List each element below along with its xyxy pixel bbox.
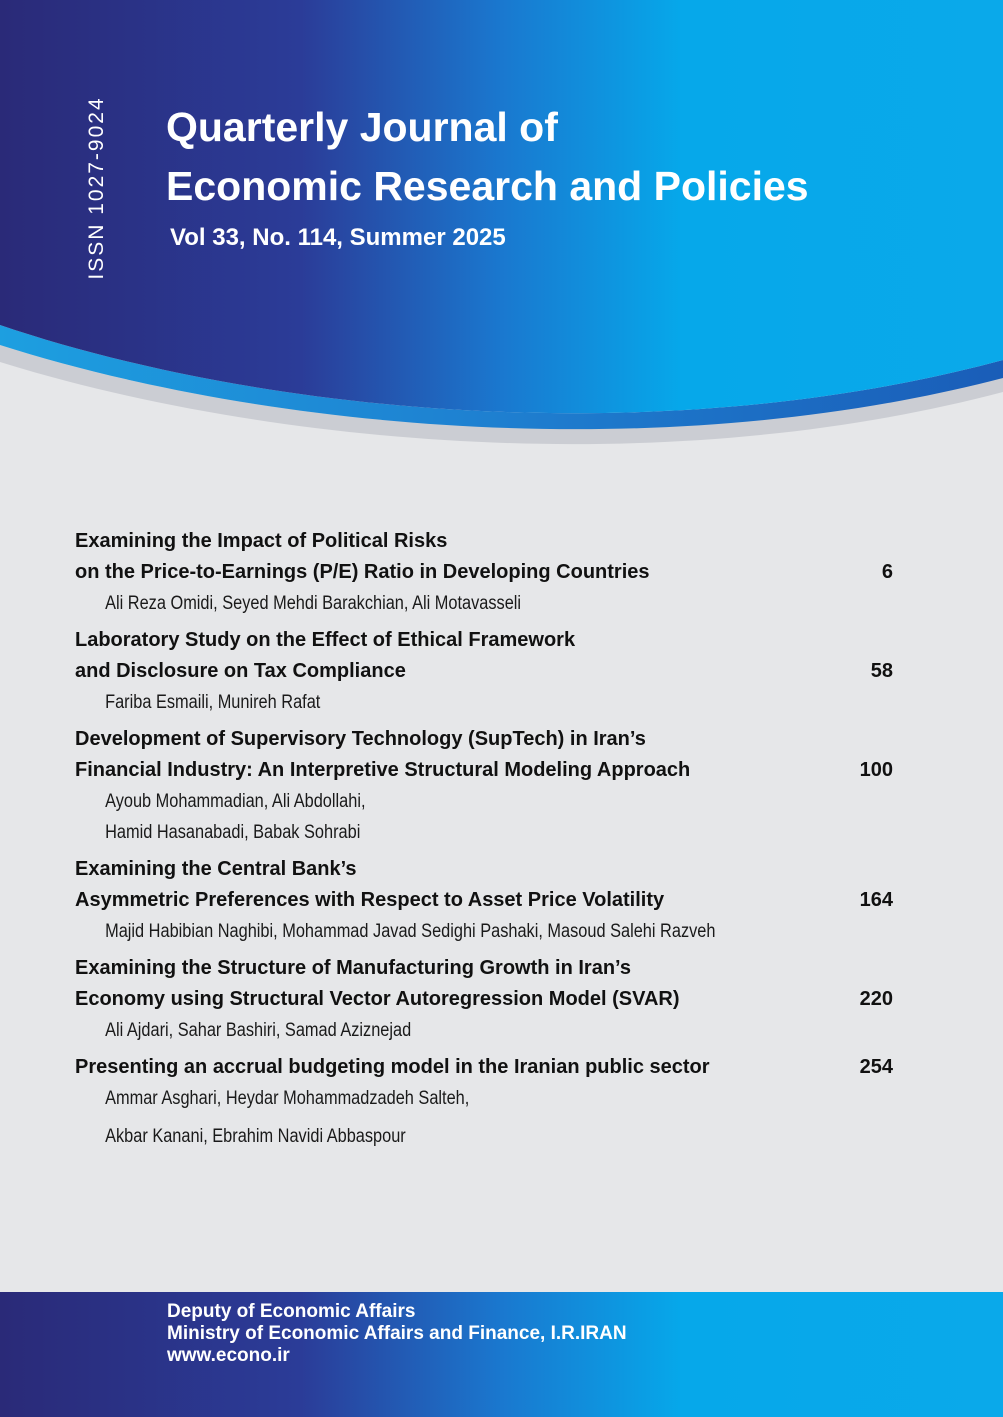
article-title: Examining the Structure of Manufacturing Growth in Iran’s bbox=[75, 957, 631, 979]
publisher-info bbox=[167, 1301, 627, 1367]
article-authors: Ali Ajdari, Sahar Bashiri, Samad Aziznejad bbox=[105, 1020, 412, 1041]
toc-entry bbox=[75, 726, 893, 850]
journal-title-line2: Economic Research and Policies bbox=[166, 163, 809, 209]
toc-entry bbox=[75, 1054, 893, 1154]
article-title: Financial Industry: An Interpretive Structural Modeling Approach bbox=[75, 759, 691, 781]
page-number: 254 bbox=[859, 1056, 893, 1078]
publisher-line1: Deputy of Economic Affairs bbox=[167, 1301, 416, 1322]
article-title: Asymmetric Preferences with Respect to Asset Price Volatility bbox=[75, 889, 665, 911]
journal-title bbox=[166, 98, 809, 216]
article-authors: Ali Reza Omidi, Seyed Mehdi Barakchian, Ali Motavasseli bbox=[105, 593, 522, 614]
article-authors: Hamid Hasanabadi, Babak Sohrabi bbox=[105, 822, 361, 843]
publisher-line2: Ministry of Economic Affairs and Finance, I.R.IRAN bbox=[167, 1323, 627, 1344]
page-number: 220 bbox=[859, 988, 893, 1010]
article-title: on the Price-to-Earnings (P/E) Ratio in Developing Countries bbox=[75, 561, 650, 583]
article-authors: Majid Habibian Naghibi, Mohammad Javad Sedighi Pashaki, Masoud Salehi Razveh bbox=[105, 921, 716, 942]
toc-entry bbox=[75, 528, 893, 621]
table-of-contents bbox=[75, 528, 893, 1154]
publisher-website: www.econo.ir bbox=[167, 1345, 290, 1366]
page-number: 100 bbox=[859, 759, 893, 781]
article-title: and Disclosure on Tax Compliance bbox=[75, 660, 406, 682]
article-title: Laboratory Study on the Effect of Ethical Framework bbox=[75, 629, 576, 651]
article-title: Presenting an accrual budgeting model in the Iranian public sector bbox=[75, 1056, 710, 1078]
page-number: 6 bbox=[881, 561, 893, 583]
article-title: Examining the Central Bank’s bbox=[75, 858, 357, 880]
issue-info: Vol 33, No. 114, Summer 2025 bbox=[170, 224, 506, 251]
toc-entry bbox=[75, 856, 893, 949]
article-title: Development of Supervisory Technology (SupTech) in Iran’s bbox=[75, 728, 646, 750]
article-title: Economy using Structural Vector Autoregression Model (SVAR) bbox=[75, 988, 680, 1010]
journal-title-line1: Quarterly Journal of bbox=[166, 104, 558, 150]
page-number: 58 bbox=[870, 660, 893, 682]
article-title: Examining the Impact of Political Risks bbox=[75, 530, 448, 552]
article-authors: Ayoub Mohammadian, Ali Abdollahi, bbox=[105, 791, 366, 812]
toc-entry bbox=[75, 955, 893, 1048]
article-authors: Fariba Esmaili, Munireh Rafat bbox=[105, 692, 321, 713]
article-authors: Akbar Kanani, Ebrahim Navidi Abbaspour bbox=[105, 1126, 406, 1147]
article-authors: Ammar Asghari, Heydar Mohammadzadeh Salteh, bbox=[105, 1088, 470, 1109]
page-number: 164 bbox=[859, 889, 893, 911]
toc-entry bbox=[75, 627, 893, 720]
